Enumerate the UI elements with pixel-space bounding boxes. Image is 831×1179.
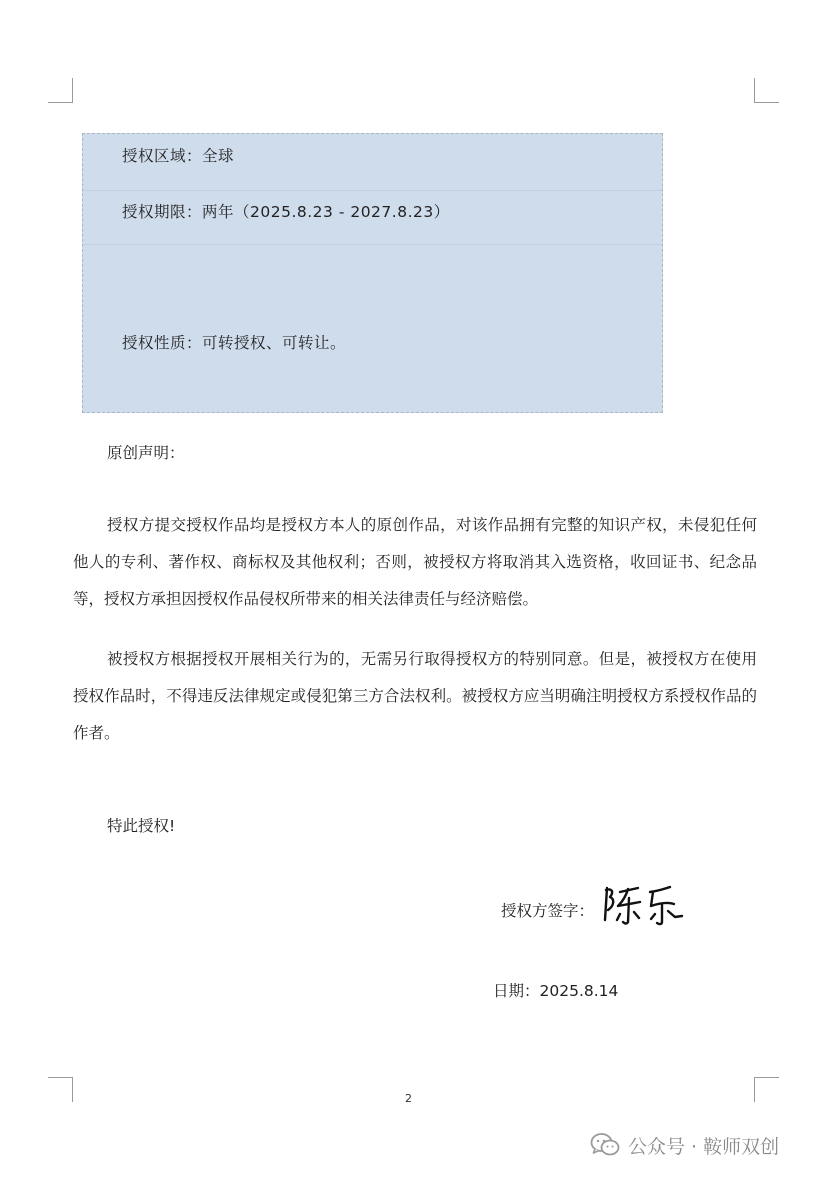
closing-line: 特此授权! — [107, 817, 176, 835]
crop-mark-top-right — [754, 78, 779, 103]
statement-heading: 原创声明： — [107, 444, 185, 462]
page-number: 2 — [405, 1092, 412, 1105]
signature-label: 授权方签字： — [501, 902, 595, 920]
crop-mark-bottom-right — [754, 1077, 779, 1102]
statement-paragraph-1: 授权方提交授权作品均是授权方本人的原创作品，对该作品拥有完整的知识产权，未侵犯任何他人的专利、著作权、商标权及其他权利；否则，被授权方将取消其入选资格，收回证书、纪念品等，授权方承担因授权作品侵权所带来的相关法律责任与经济赔偿。 — [73, 516, 757, 608]
authorization-region: 授权区域：全球 — [122, 147, 235, 165]
statement-paragraph-2: 被授权方根据授权开展相关行为的，无需另行取得授权方的特别同意。但是，被授权方在使用授权作品时，不得违反法律规定或侵犯第三方合法权利。被授权方应当明确注明授权方系授权作品的作者。 — [73, 650, 757, 742]
watermark-text: 公众号 · 鞍师双创 — [628, 1135, 780, 1158]
crop-mark-bottom-left — [48, 1077, 73, 1102]
date-line: 日期：2025.8.14 — [493, 982, 619, 1000]
box-divider — [83, 190, 662, 191]
authorization-period: 授权期限：两年（2025.8.23 - 2027.8.23） — [122, 203, 450, 221]
authorization-terms-box — [82, 133, 663, 413]
box-divider — [83, 244, 662, 245]
watermark — [590, 1130, 779, 1160]
wechat-icon — [590, 1132, 620, 1158]
authorization-nature: 授权性质：可转授权、可转让。 — [122, 334, 347, 352]
crop-mark-top-left — [48, 78, 73, 103]
handwritten-signature — [598, 880, 686, 928]
